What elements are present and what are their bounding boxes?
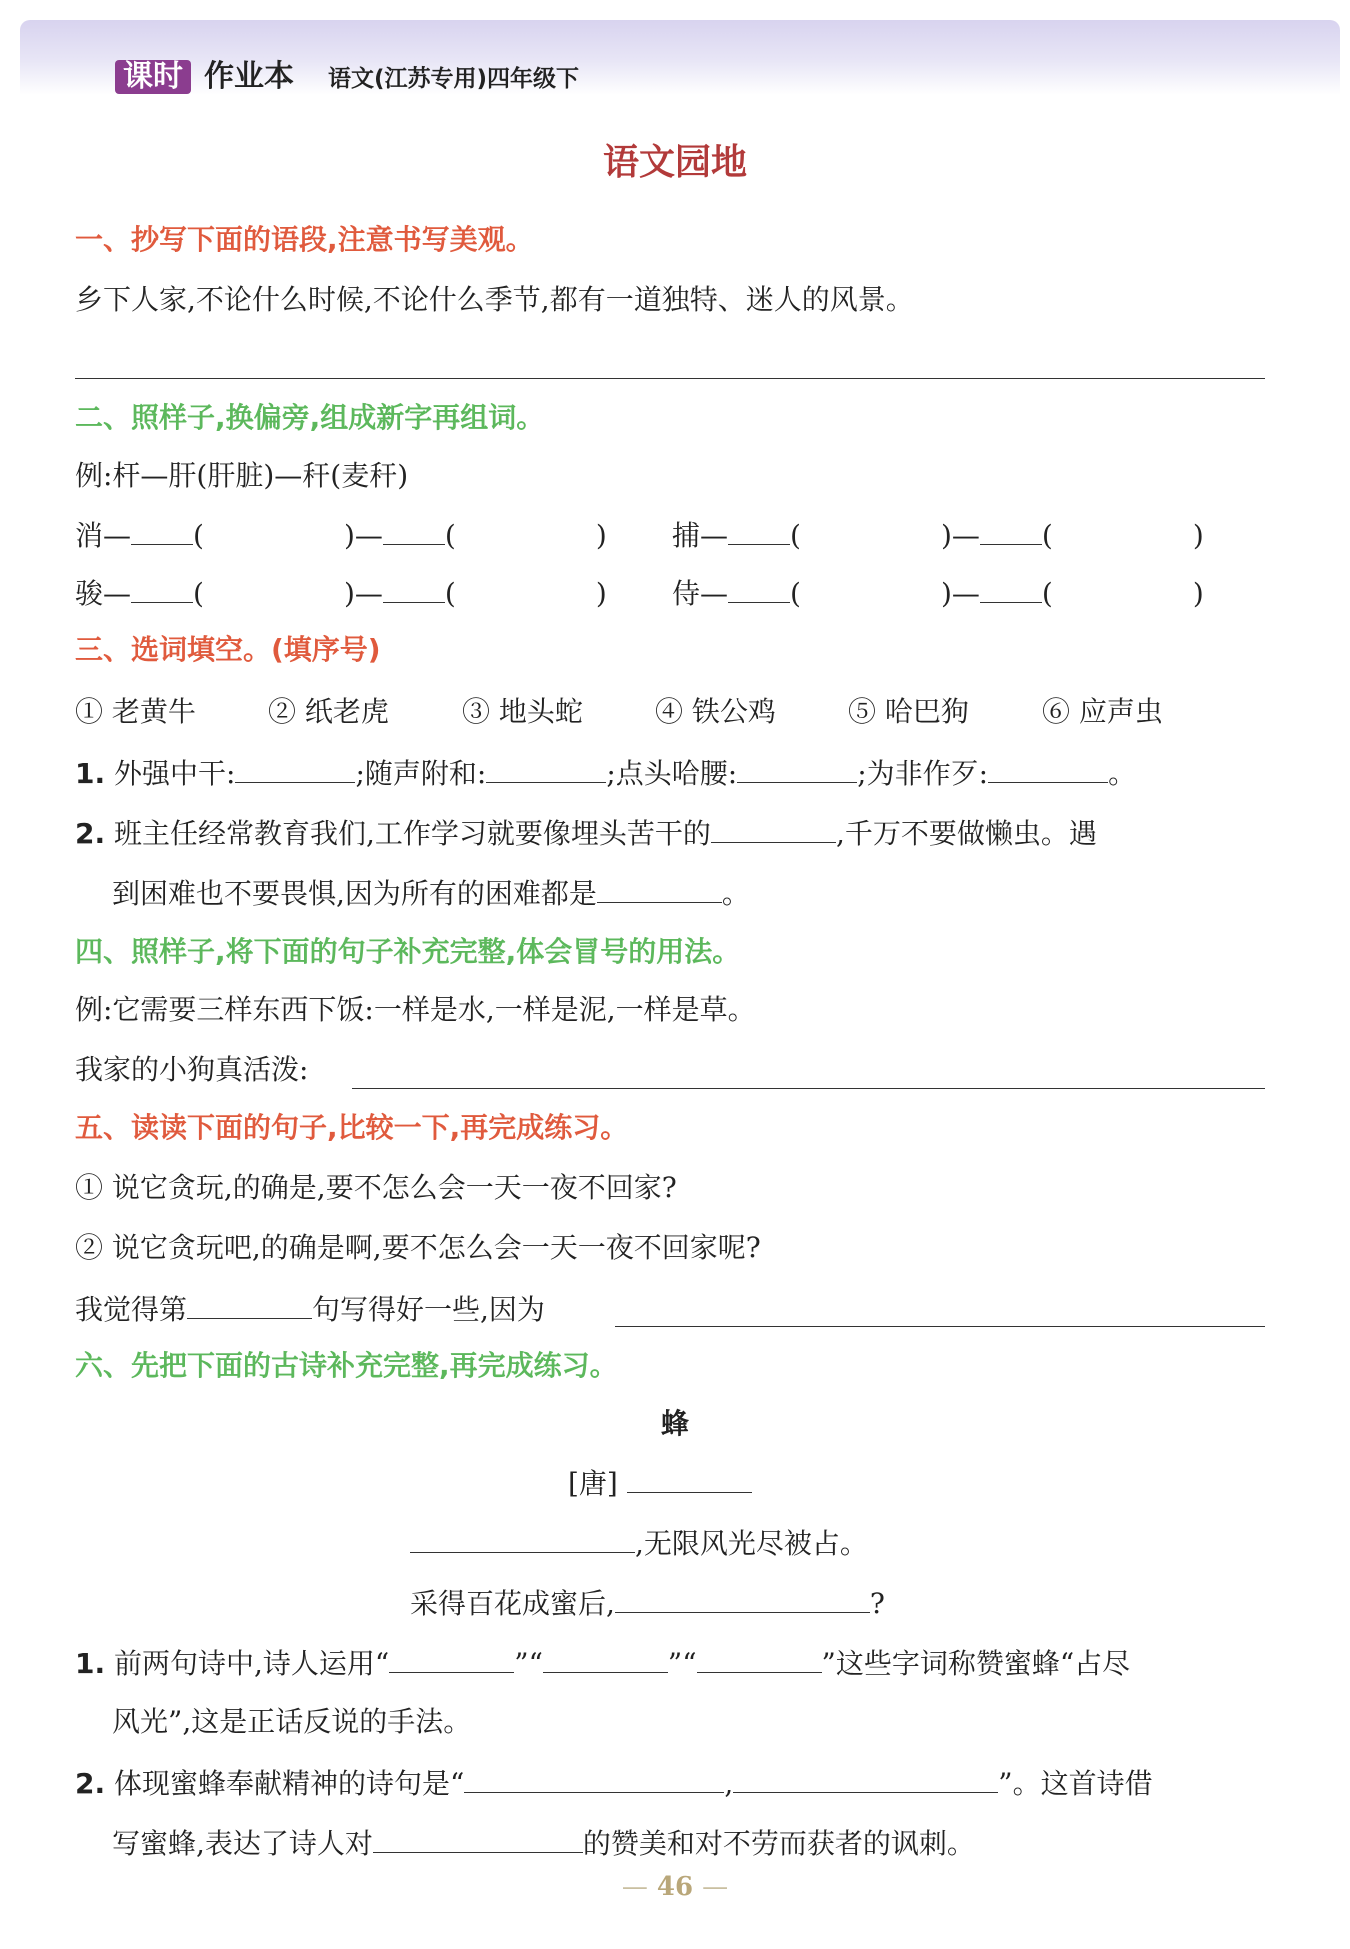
poem-author-line: [唐] xyxy=(568,1462,752,1504)
section-2-heading: 二、照样子,换偏旁,组成新字再组词。 xyxy=(75,401,545,434)
fill-blank[interactable] xyxy=(988,752,1108,783)
new-char-blank[interactable] xyxy=(131,572,193,603)
verse-blank[interactable] xyxy=(464,1762,724,1793)
copy-answer-line[interactable] xyxy=(75,378,1265,379)
char-shi: 侍 xyxy=(672,577,701,610)
question-6-2-cont: 写蜜蜂,表达了诗人对 的赞美和对不劳而获者的讽刺。 xyxy=(112,1822,975,1864)
sentence-number-blank[interactable] xyxy=(187,1288,312,1319)
option-6: ⑥ 应声虫 xyxy=(1042,695,1163,728)
page-title: 语文园地 xyxy=(602,142,747,183)
subject-label: 语文(江苏专用)四年级下 xyxy=(328,66,580,92)
section-6-heading: 六、先把下面的古诗补充完整,再完成练习。 xyxy=(75,1349,618,1382)
fill-blank[interactable] xyxy=(737,752,857,783)
verse-blank[interactable] xyxy=(733,1762,998,1793)
page-number: — 46 — xyxy=(621,1872,729,1902)
new-char-blank[interactable] xyxy=(728,572,790,603)
sentence-1: ① 说它贪玩,的确是,要不怎么会一天一夜不回家? xyxy=(75,1171,677,1204)
reason-answer-line[interactable] xyxy=(615,1326,1265,1327)
char-bu: 捕 xyxy=(672,519,701,552)
word-blank[interactable] xyxy=(697,1642,822,1673)
word-blank[interactable] xyxy=(543,1642,668,1673)
question-6-2: 2. 体现蜜蜂奉献精神的诗句是“ , ”。这首诗借 xyxy=(75,1762,1153,1804)
exercise-row-2: 捕— ( )— ( ) xyxy=(672,514,1204,556)
option-3: ③ 地头蛇 xyxy=(462,695,583,728)
new-char-blank[interactable] xyxy=(383,514,445,545)
sentence-2: ② 说它贪玩吧,的确是啊,要不怎么会一天一夜不回家呢? xyxy=(75,1231,761,1264)
section-4-prompt: 我家的小狗真活泼: xyxy=(75,1053,309,1086)
poem-title: 蜂 xyxy=(660,1407,689,1440)
option-4: ④ 铁公鸡 xyxy=(655,695,776,728)
new-char-blank[interactable] xyxy=(131,514,193,545)
fill-blank[interactable] xyxy=(597,872,722,903)
brand-name: 作业本 xyxy=(204,59,294,94)
char-jun: 骏 xyxy=(75,577,104,610)
option-1: ① 老黄牛 xyxy=(75,695,196,728)
section-5-heading: 五、读读下面的句子,比较一下,再完成练习。 xyxy=(75,1111,629,1144)
series-logo: 课时 xyxy=(115,60,191,94)
question-3-1: 1. 外强中干: ;随声附和: ;点头哈腰: ;为非作歹: 。 xyxy=(75,752,1136,794)
section-2-example: 例:杆—肝(肝脏)—秆(麦秆) xyxy=(75,459,409,492)
new-char-blank[interactable] xyxy=(383,572,445,603)
new-char-blank[interactable] xyxy=(980,572,1042,603)
fill-blank[interactable] xyxy=(486,752,606,783)
option-2: ② 纸老虎 xyxy=(268,695,389,728)
dog-answer-line[interactable] xyxy=(352,1088,1265,1089)
word-blank[interactable] xyxy=(389,1642,514,1673)
poem-blank[interactable] xyxy=(410,1522,635,1553)
section-1-heading: 一、抄写下面的语段,注意书写美观。 xyxy=(75,223,534,256)
exercise-row-4: 侍— ( )— ( ) xyxy=(672,572,1204,614)
fill-blank[interactable] xyxy=(373,1822,583,1853)
question-3-2: 2. 班主任经常教育我们,工作学习就要像埋头苦干的 ,千万不要做懒虫。遇 xyxy=(75,812,1097,854)
option-5: ⑤ 哈巴狗 xyxy=(848,695,969,728)
new-char-blank[interactable] xyxy=(728,514,790,545)
exercise-row-1: 消— ( )— ( ) xyxy=(75,514,607,556)
poem-line-1: ,无限风光尽被占。 xyxy=(410,1522,868,1564)
fill-blank[interactable] xyxy=(711,812,836,843)
section-1-text: 乡下人家,不论什么时候,不论什么季节,都有一道独特、迷人的风景。 xyxy=(75,283,914,316)
author-blank[interactable] xyxy=(627,1462,752,1493)
new-char-blank[interactable] xyxy=(980,514,1042,545)
char-xiao: 消 xyxy=(75,519,104,552)
section-3-heading: 三、选词填空。(填序号) xyxy=(75,633,381,666)
question-3-2-cont: 到困难也不要畏惧,因为所有的困难都是 。 xyxy=(112,872,750,914)
section-4-example: 例:它需要三样东西下饭:一样是水,一样是泥,一样是草。 xyxy=(75,993,756,1026)
question-6-1-cont: 风光”,这是正话反说的手法。 xyxy=(112,1705,472,1738)
section-4-heading: 四、照样子,将下面的句子补充完整,体会冒号的用法。 xyxy=(75,935,741,968)
exercise-row-3: 骏— ( )— ( ) xyxy=(75,572,607,614)
poem-line-2: 采得百花成蜜后, ? xyxy=(410,1582,885,1624)
question-6-1: 1. 前两句诗中,诗人运用“ ”“ ”“ ”这些字词称赞蜜蜂“占尽 xyxy=(75,1642,1130,1684)
fill-blank[interactable] xyxy=(235,752,355,783)
poem-blank[interactable] xyxy=(615,1582,870,1613)
section-5-answer: 我觉得第 句写得好一些,因为 xyxy=(75,1288,545,1330)
